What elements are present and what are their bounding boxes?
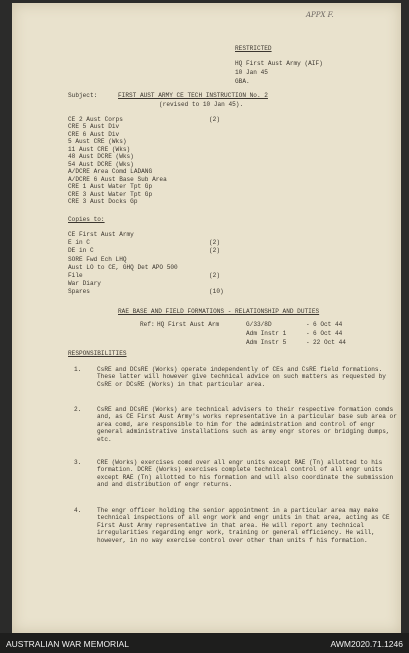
copies-heading: Copies to: [68, 216, 105, 223]
copies-item-quantity: (2) [209, 272, 220, 279]
distribution-item-quantity: (2) [209, 116, 220, 123]
code-line: GBA. [235, 78, 250, 85]
hq-line: HQ First Aust Army (AIF) [235, 60, 323, 67]
reference-source: HQ First Aust Arm [157, 321, 220, 328]
distribution-item-name: CRE 1 Aust Water Tpt Gp [68, 183, 153, 191]
distribution-item-name: CRE 3 Aust Docks Gp [68, 197, 138, 205]
paragraph-3-text: CRE (Works) exercises comd over all engr units except RAE (Tn) allotted to his formation. DCRE (Works) exercises complete technical control of all engr units except RAE (Tn) allotted to his formation and will also coordinate the submission and and distribution of engr returns. [97, 459, 394, 489]
paragraph-4-text: The engr officer holding the senior appointment in a particular area may make technical inspections of all engr work and engr units in that area, acting as CE First Aust Army representative in that area. He will report any technical irregularities regarding engr work, training or general efficiency. He will, however, in no way exercise control over other than units f his formation. [97, 507, 390, 544]
responsibilities-heading: RESPONSIBILITIES [68, 350, 127, 357]
restricted-label: RESTRICTED [235, 45, 272, 52]
paragraph-4-number: 4. [74, 507, 82, 514]
distribution-item-name: 5 Aust CRE (Wks) [68, 138, 127, 146]
reference-number: G/33/8D [246, 321, 272, 328]
distribution-item-name: CRE 6 Aust Div [68, 130, 120, 138]
subject-label: Subject: [68, 92, 98, 99]
paragraph-3-number: 3. [74, 459, 82, 466]
copies-item-quantity: (2) [209, 247, 220, 255]
archive-footer [0, 633, 409, 653]
subject-revised: (revised to 10 Jan 45). [159, 101, 244, 108]
document-page [12, 3, 401, 633]
paragraph-2-text: CsRE and DCsRE (Works) are technical advisers to their respective formation comds and, as CE First Aust Army's works representative in a particular base sub area or area comd, are responsible to him for the administration and control of engr general administrative installations such as army engr stores or bridging dumps, etc. [97, 406, 397, 443]
reference-dash: - [306, 321, 310, 328]
appendix-annotation: APPX F. [306, 11, 334, 19]
distribution-item-name: A/DCRE Area Comd LADANG [68, 168, 153, 176]
reference-date: 22 Oct 44 [313, 339, 346, 346]
paragraph-1-number: 1. [74, 366, 82, 373]
copies-item-name: SORE Fwd Ech LHQ [68, 255, 127, 263]
date-line: 10 Jan 45 [235, 69, 268, 76]
copies-item-name: E in C [68, 239, 90, 247]
reference-number: Adm Instr 1 [246, 330, 287, 337]
copies-item-name: Spares [68, 288, 90, 296]
copies-item-name: CE First Aust Army [68, 231, 134, 238]
distribution-item-name: 11 Aust CRE (Wks) [68, 145, 131, 153]
distribution-item-name: A/DCRE 6 Aust Base Sub Area [68, 175, 167, 183]
copies-item-quantity: (2) [209, 239, 220, 247]
copies-item-name: DE in C [68, 247, 94, 255]
reference-date: 6 Oct 44 [313, 321, 343, 328]
copies-item-quantity: (10) [209, 288, 224, 296]
reference-number: Adm Instr 5 [246, 339, 287, 346]
copies-item-name: File [68, 272, 83, 279]
subject-title: FIRST AUST ARMY CE TECH INSTRUCTION No. 2 [118, 92, 268, 99]
distribution-item-name: CRE 5 Aust Div [68, 123, 120, 131]
footer-institution: AUSTRALIAN WAR MEMORIAL [6, 639, 129, 649]
reference-dash: - [306, 330, 310, 337]
copies-item-name: War Diary [68, 280, 101, 288]
section-title: RAE BASE AND FIELD FORMATIONS - RELATIONSHIP AND DUTIES [118, 308, 320, 315]
distribution-item-name: 54 Aust DCRE (Wks) [68, 160, 134, 168]
distribution-item-name: CE 2 Aust Corps [68, 116, 123, 123]
footer-accession: AWM2020.71.1246 [330, 639, 403, 649]
reference-label: Ref: [140, 321, 155, 328]
paragraph-2-number: 2. [74, 406, 82, 413]
reference-date: 6 Oct 44 [313, 330, 343, 337]
reference-dash: - [306, 339, 310, 346]
distribution-item-name: 48 Aust DCRE (Wks) [68, 153, 134, 161]
copies-item-name: Aust LO to CE, GHQ Det APO 500 [68, 263, 178, 271]
distribution-item-name: CRE 3 Aust Water Tpt Gp [68, 190, 153, 198]
paragraph-1-text: CsRE and DCsRE (Works) operate independently of CEs and CsRE field formations. These latter will however give technical advice on such matters as requested by CsRE or DCsRE (Works) in that particular area. [97, 366, 386, 388]
